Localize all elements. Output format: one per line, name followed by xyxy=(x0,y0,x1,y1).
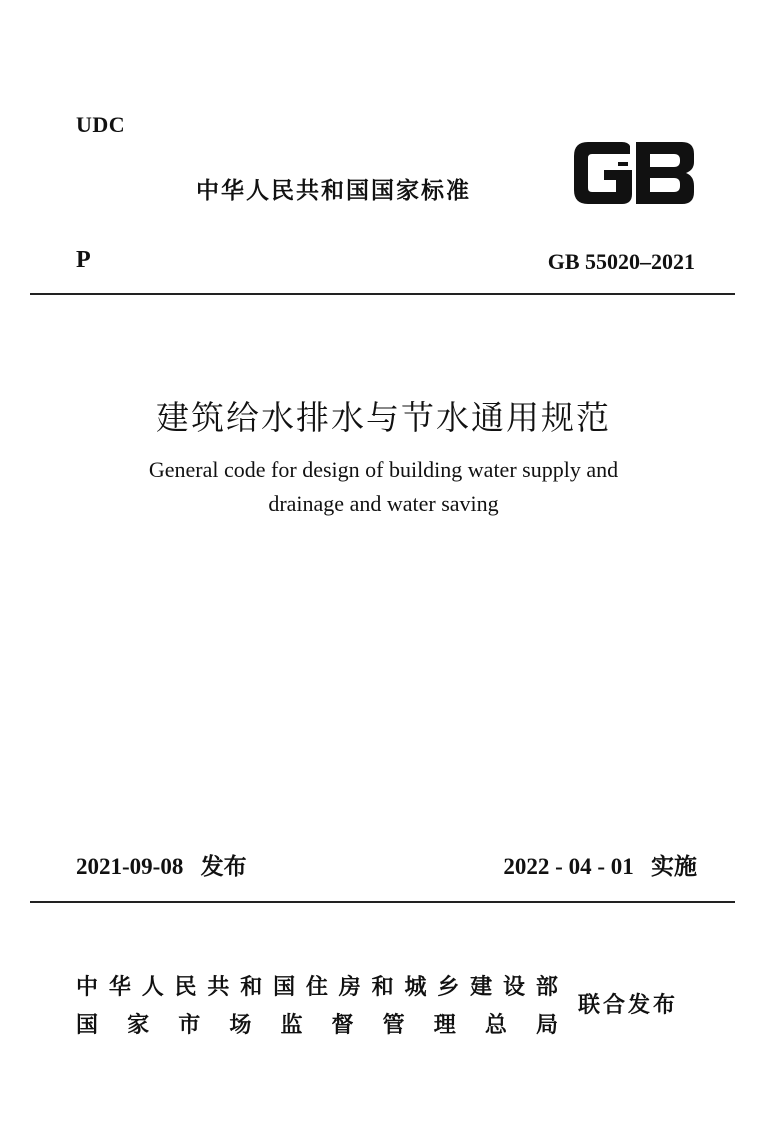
publisher-char: 部 xyxy=(535,975,558,1000)
publisher-char: 乡 xyxy=(437,975,460,1000)
issue-date: 2021-09-08 xyxy=(76,854,184,879)
national-standard-heading: 中华人民共和国国家标准 xyxy=(196,178,471,204)
publisher-char: 华 xyxy=(108,975,131,1000)
publisher-char: 建 xyxy=(470,975,493,1000)
title-english-line1: General code for design of building water supply and xyxy=(148,457,619,482)
header-divider xyxy=(30,293,735,295)
publisher-char: 总 xyxy=(484,1013,507,1038)
issue-date-block xyxy=(76,848,247,881)
publisher-char: 督 xyxy=(331,1013,354,1038)
publisher-char: 管 xyxy=(382,1013,405,1038)
standard-number: GB 55020–2021 xyxy=(547,249,695,274)
title-english xyxy=(80,453,687,521)
publisher-char: 理 xyxy=(433,1013,456,1038)
publisher-char: 和 xyxy=(371,975,394,1000)
title-english-line2: drainage and water saving xyxy=(268,491,499,516)
publisher-char: 和 xyxy=(240,975,263,1000)
publisher-char: 中 xyxy=(76,975,99,1000)
title-chinese: 建筑给水排水与节水通用规范 xyxy=(156,398,611,437)
implement-label: 实施 xyxy=(651,854,697,880)
publisher-char: 局 xyxy=(535,1013,558,1038)
publisher-char: 家 xyxy=(127,1013,150,1038)
publisher-char: 住 xyxy=(305,975,328,1000)
publisher-char: 国 xyxy=(76,1013,99,1038)
classification-code: P xyxy=(76,247,91,273)
publisher-line-1 xyxy=(76,970,558,1001)
udc-label: UDC xyxy=(76,112,126,137)
publisher-char: 共 xyxy=(207,975,230,1000)
gb-logo-icon xyxy=(570,140,698,206)
publisher-char: 房 xyxy=(338,975,361,1000)
joint-publish-label: 联合发布 xyxy=(578,993,679,1018)
footer-divider xyxy=(30,901,735,903)
implement-date: 2022 - 04 - 01 xyxy=(503,854,634,879)
publisher-char: 人 xyxy=(141,975,164,1000)
issue-label: 发布 xyxy=(200,854,247,880)
publisher-char: 设 xyxy=(502,975,525,1000)
publisher-line-2 xyxy=(76,1008,558,1039)
publisher-char: 国 xyxy=(273,975,296,1000)
publisher-char: 监 xyxy=(280,1013,303,1038)
publisher-char: 民 xyxy=(174,975,197,1000)
publisher-char: 场 xyxy=(229,1013,252,1038)
publisher-char: 市 xyxy=(178,1013,201,1038)
publisher-char: 城 xyxy=(404,975,427,1000)
implement-date-block xyxy=(503,848,697,881)
